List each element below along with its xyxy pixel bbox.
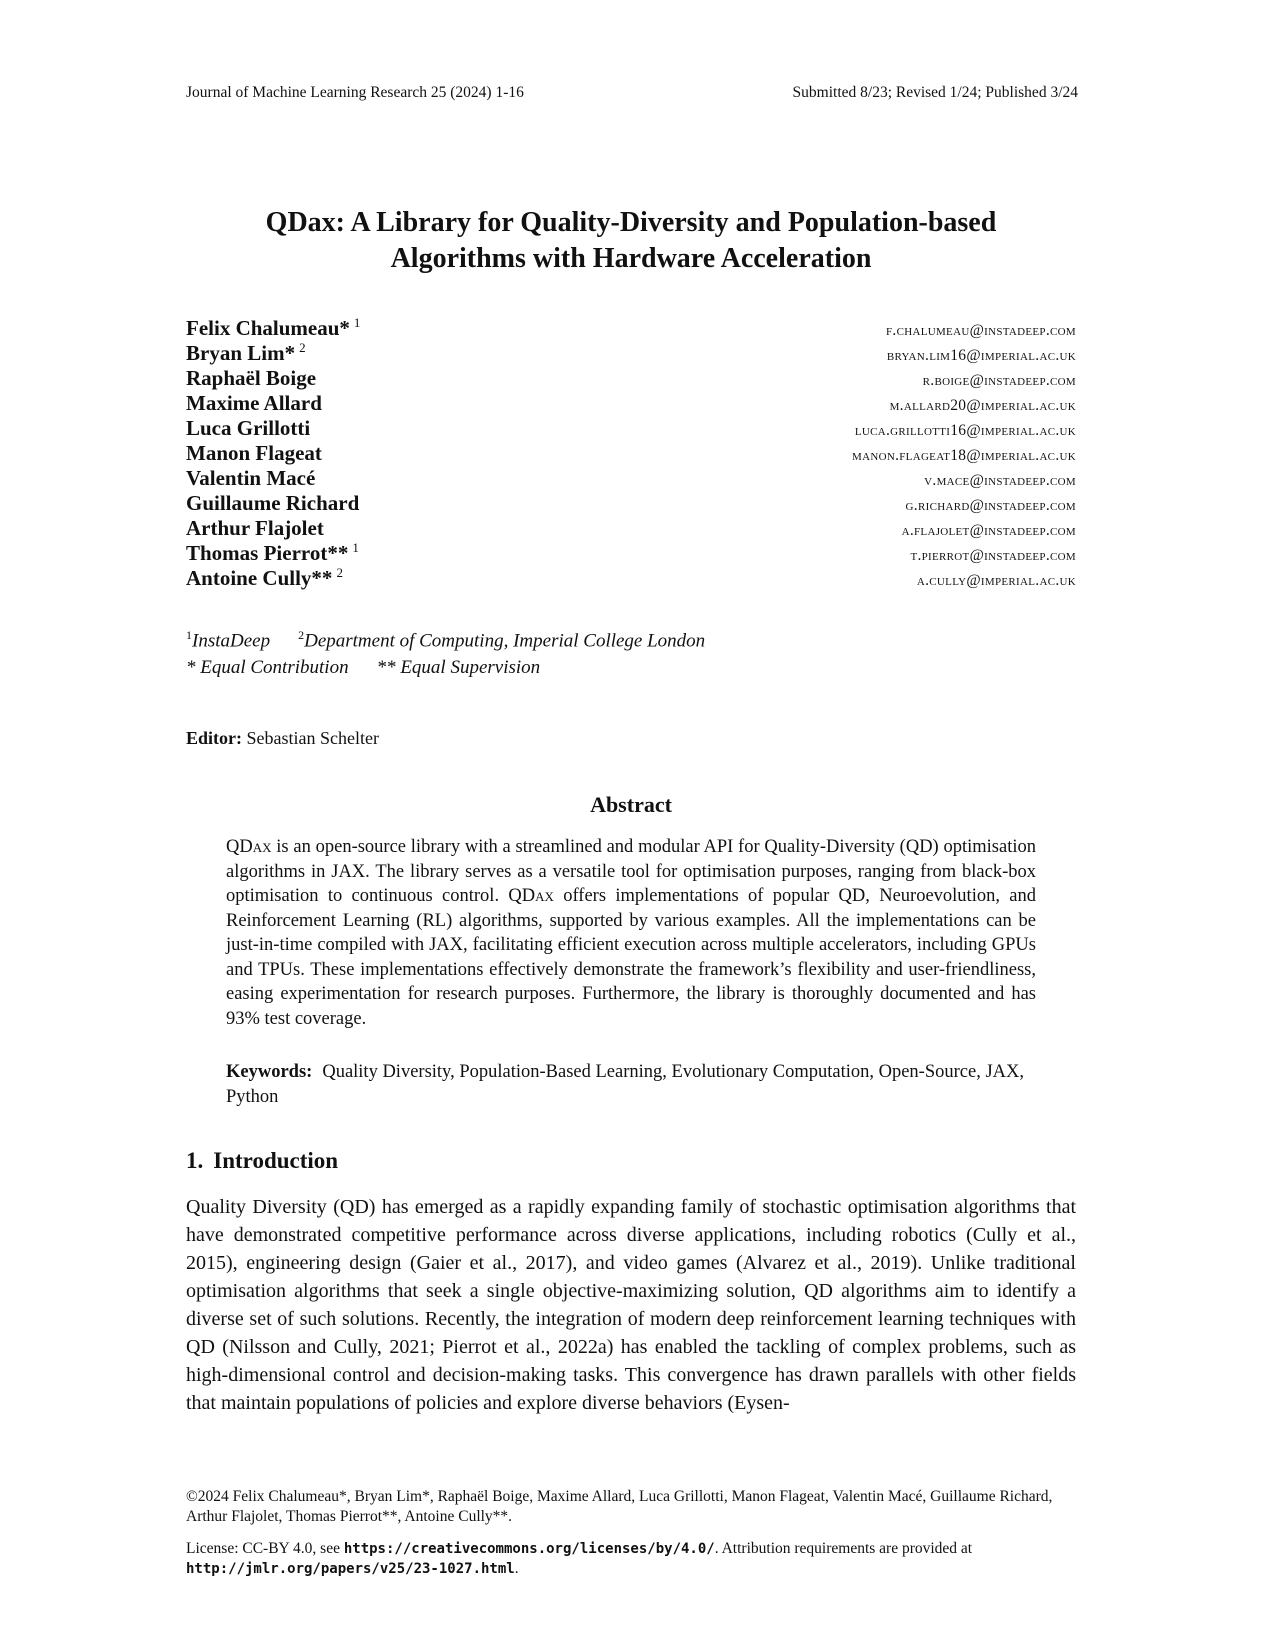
author-name: Raphaël Boige <box>186 366 317 390</box>
author-email[interactable]: v.mace@instadeep.com <box>924 472 1076 489</box>
author-row <box>186 365 1076 390</box>
section-heading <box>186 1148 338 1174</box>
author-email[interactable]: a.flajolet@instadeep.com <box>901 522 1076 539</box>
intro-text: algorithms aim to identify a diverse set of such solutions. Recently, the integration of modern deep reinforcement learning techniques with <box>186 1280 1076 1330</box>
author-email[interactable]: f.chalumeau@instadeep.com <box>886 322 1076 339</box>
author-email[interactable]: luca.grillotti16@imperial.ac.uk <box>854 422 1076 439</box>
author-name: Guillaume Richard <box>186 491 360 515</box>
author-name: Bryan Lim* <box>186 341 296 365</box>
author-affil: 2 <box>299 340 306 355</box>
section-number: 1. <box>186 1148 204 1173</box>
editor-label: Editor: <box>186 728 242 748</box>
author-row <box>186 415 1076 440</box>
keywords-label: Keywords: <box>226 1062 313 1082</box>
intro-text: Quality Diversity ( <box>186 1196 340 1218</box>
abstract-text: offers implementations of popular QD, Neuroevolution, and Reinforcement Learning (RL) algorithms, supported by various examples. All the implementations can be just-in-time compiled with <box>226 886 1037 955</box>
author-email[interactable]: a.cully@imperial.ac.uk <box>916 572 1076 589</box>
author-email[interactable]: bryan.lim16@imperial.ac.uk <box>886 347 1076 364</box>
author-list <box>186 315 1076 590</box>
attribution-link[interactable]: http://jmlr.org/papers/v25/23-1027.html <box>186 1561 515 1577</box>
author-email[interactable]: r.boige@instadeep.com <box>922 372 1076 389</box>
submission-dates: Submitted 8/23; Revised 1/24; Published 3/24 <box>792 84 1078 101</box>
author-name: Maxime Allard <box>186 391 322 415</box>
copyright-notice: ©2024 Felix Chalumeau*, Bryan Lim*, Raphaël Boige, Maxime Allard, Luca Grillotti, Manon Flageat, Valentin Macé, Guillaume Richard, Arthur Flajolet, Thomas Pierrot**, Antoine Cully**. <box>186 1488 1053 1525</box>
license-text: License: CC-BY 4.0, see <box>186 1540 344 1557</box>
title-line-2: Algorithms with Hardware Acceleration <box>390 243 872 274</box>
abstract-text: is an open-source library with a streamlined and modular API for Quality-Diversity (QD) optimisation algorithms in <box>226 837 1036 882</box>
author-row <box>186 440 1076 465</box>
license-text: . Attribution requirements are provided at <box>714 1540 973 1557</box>
author-row <box>186 565 1076 590</box>
author-name: Felix Chalumeau* <box>186 316 350 340</box>
equal-supervision-note: ** Equal Supervision <box>376 657 541 678</box>
author-email[interactable]: m.allard20@imperial.ac.uk <box>889 397 1076 414</box>
affil-2: Department of Computing, Imperial College London <box>304 630 706 652</box>
author-name: Thomas Pierrot** <box>186 541 349 565</box>
editor-line <box>186 728 379 749</box>
author-affil: 2 <box>336 565 343 580</box>
title-line-1: QDax: A Library for Quality-Diversity and Population-based <box>265 207 997 238</box>
author-name: Antoine Cully** <box>186 566 333 590</box>
intro-paragraph <box>186 1193 1076 1417</box>
affil-1-num: 1 <box>186 628 192 642</box>
intro-sc-qd: QD <box>186 1336 215 1358</box>
abstract-text: . The library serves as a versatile tool for optimisation purposes, ranging from black-box optimisation to continuous control. <box>226 861 1036 906</box>
abstract-title: Abstract <box>590 792 672 817</box>
author-email[interactable]: g.richard@instadeep.com <box>905 497 1076 514</box>
author-row <box>186 315 1076 340</box>
section-title: Introduction <box>213 1148 339 1173</box>
author-name: Manon Flageat <box>186 441 322 465</box>
intro-text: (Nilsson and Cully, 2021; Pierrot et al., 2022a) has enabled the tackling of complex problems, such as high-dimensional control and decision-making tasks. This convergence has drawn parallels with other fields that maintain populations of policies and explore diverse behaviors (Eysen- <box>186 1336 1076 1414</box>
running-header <box>186 84 1078 102</box>
intro-text: ) has emerged as a rapidly expanding family of stochastic optimisation algorithms that have demonstrated competitive performance across diverse applications, including robotics (Cully et al., 2015), engineering design (Gaier et al., 2017), and video games (Alvarez et al., 2019). Unlike traditional optimisation algorithms that seek a single objective-maximizing solution, <box>186 1196 1077 1302</box>
author-row <box>186 490 1076 515</box>
keywords <box>226 1060 1036 1109</box>
author-name: Luca Grillotti <box>186 416 311 440</box>
author-row <box>186 390 1076 415</box>
abstract-sc-jax: JAX <box>331 861 366 882</box>
author-row <box>186 515 1076 540</box>
author-name: Arthur Flajolet <box>186 516 324 540</box>
abstract-sc-jax: JAX <box>429 935 464 955</box>
editor-name: Sebastian Schelter <box>246 728 379 748</box>
paper-title <box>186 205 1076 277</box>
journal-info: Journal of Machine Learning Research 25 (2024) 1-16 <box>186 84 524 101</box>
author-row <box>186 340 1076 365</box>
author-email[interactable]: t.pierrot@instadeep.com <box>910 547 1076 564</box>
author-row <box>186 465 1076 490</box>
keywords-text: Quality Diversity, Population-Based Learning, Evolutionary Computation, Open-Source, JAX, Python <box>226 1062 1025 1107</box>
abstract-sc-qdax: QDax <box>226 837 272 857</box>
intro-sc-qd: QD <box>804 1280 833 1302</box>
abstract-text: , facilitating efficient execution across multiple accelerators, including GPUs and TPUs. These implementations effectively demonstrate the framework’s flexibility and user-friendliness, easing experimentation for research purposes. Furthermore, the library is thoroughly documented and has 93% test coverage. <box>226 935 1036 1029</box>
affiliations <box>186 628 705 686</box>
license-text: . <box>514 1560 519 1577</box>
author-affil: 1 <box>353 315 361 330</box>
affil-1: InstaDeep <box>192 630 271 652</box>
author-email[interactable]: manon.flageat18@imperial.ac.uk <box>852 447 1076 464</box>
affil-2-num: 2 <box>298 628 305 642</box>
author-affil: 1 <box>352 540 359 555</box>
license-link[interactable]: https://creativecommons.org/licenses/by/4.0/ <box>343 1541 715 1557</box>
intro-sc-qd: QD <box>339 1196 369 1218</box>
author-row <box>186 540 1076 565</box>
author-name: Valentin Macé <box>186 466 316 490</box>
license-notice <box>186 1539 1076 1579</box>
abstract-body <box>226 835 1036 1031</box>
equal-contribution-note: * Equal Contribution <box>186 657 349 678</box>
abstract-sc-qdax: QDax <box>508 886 554 906</box>
footer <box>186 1487 1076 1591</box>
